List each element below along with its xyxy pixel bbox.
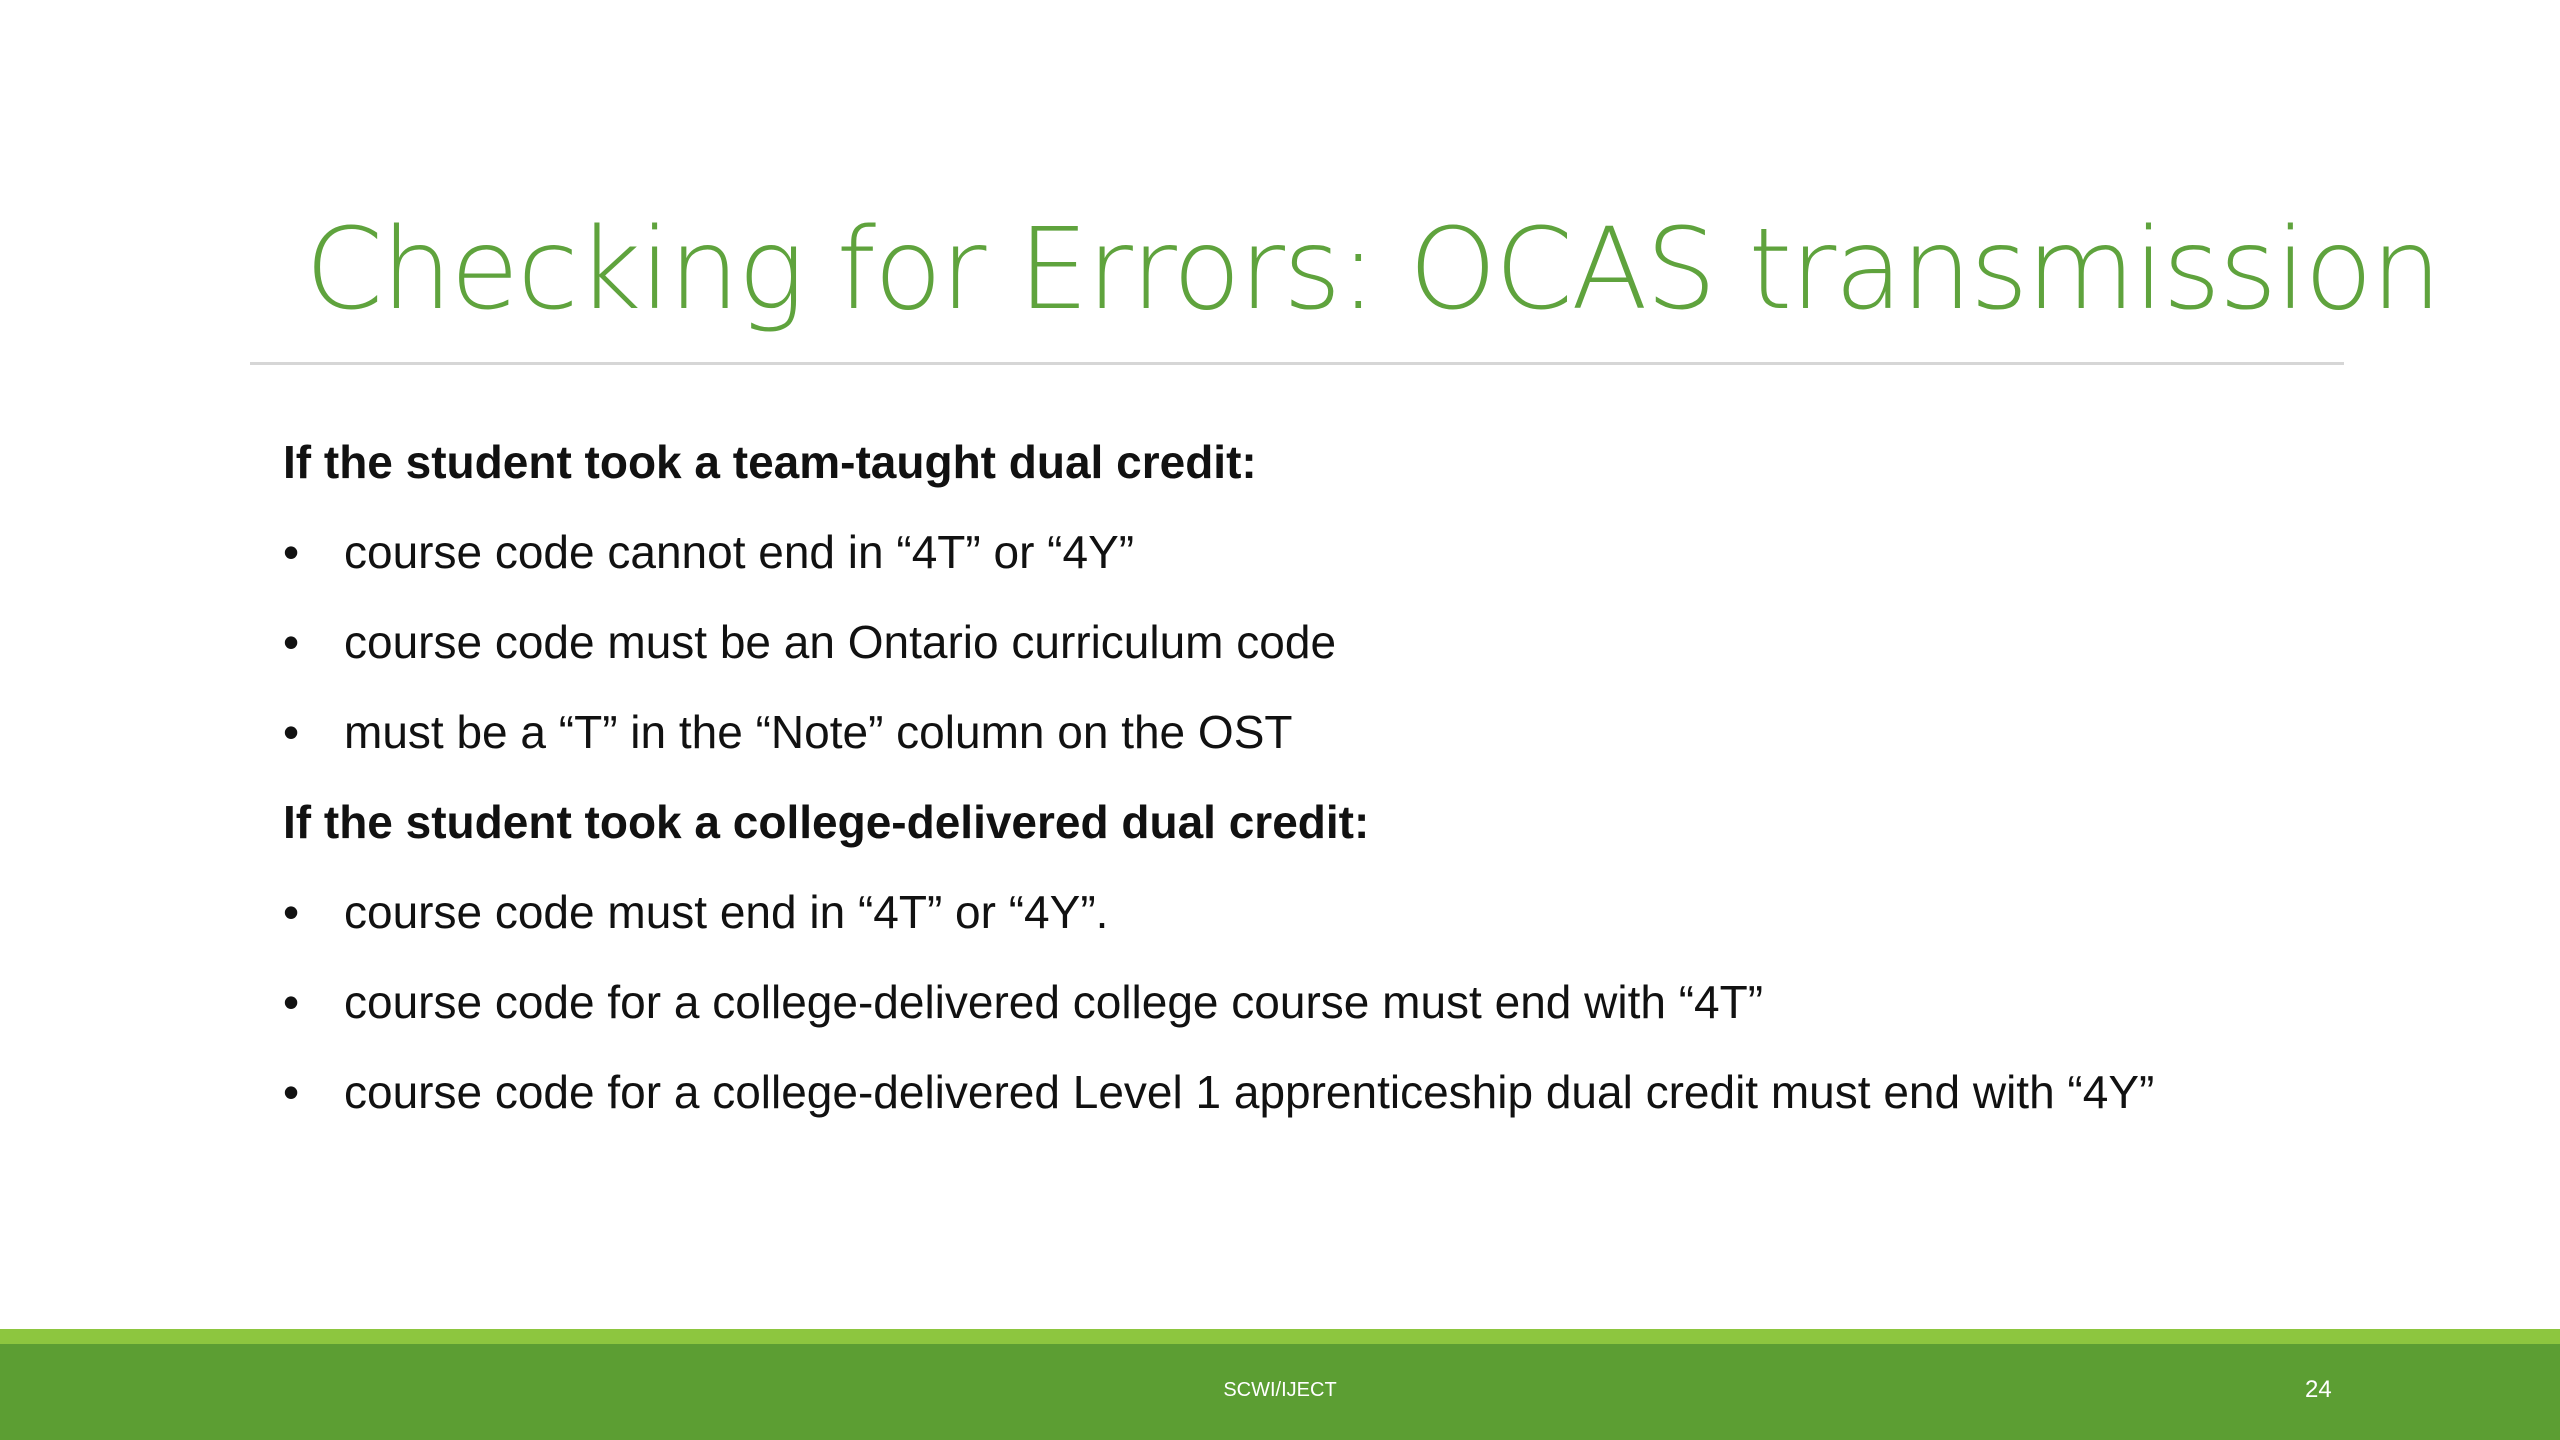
footer-band — [0, 1344, 2560, 1440]
bullet-icon: • — [283, 526, 300, 578]
bullet-text: course code for a college-delivered Level 1 apprenticeship dual credit must end with “4Y” — [344, 1066, 2155, 1118]
section-team-taught — [283, 430, 2283, 764]
bullet-item — [283, 880, 2294, 944]
slide-title: Checking for Errors: OCAS transmission — [305, 205, 2440, 335]
title-divider — [250, 362, 2344, 365]
footer-accent-stripe — [0, 1329, 2560, 1344]
bullet-icon: • — [283, 1066, 300, 1118]
section-college-delivered — [283, 790, 2283, 1124]
bullet-text: course code cannot end in “4T” or “4Y” — [344, 526, 1135, 578]
bullet-text: course code for a college-delivered college course must end with “4T” — [344, 976, 1764, 1028]
bullet-item — [283, 700, 2294, 764]
bullet-icon: • — [283, 976, 300, 1028]
bullet-icon: • — [283, 616, 300, 668]
bullet-text: course code must be an Ontario curriculum code — [344, 616, 1337, 668]
section-heading: If the student took a college-delivered dual credit: — [283, 796, 1370, 848]
bullet-icon: • — [283, 886, 300, 938]
bullet-icon: • — [283, 706, 300, 758]
footer-text: SCWI/IJECT — [1223, 1379, 1337, 1401]
bullet-item — [283, 520, 2294, 584]
bullet-text: must be a “T” in the “Note” column on the OST — [344, 706, 1293, 758]
page-number: 24 — [2305, 1376, 2332, 1403]
bullet-item — [283, 1060, 2294, 1124]
bullet-text: course code must end in “4T” or “4Y”. — [344, 886, 1109, 938]
bullet-item — [283, 970, 2294, 1034]
slide-body — [283, 430, 2283, 1150]
bullet-item — [283, 610, 2294, 674]
section-heading: If the student took a team-taught dual credit: — [283, 436, 1257, 488]
